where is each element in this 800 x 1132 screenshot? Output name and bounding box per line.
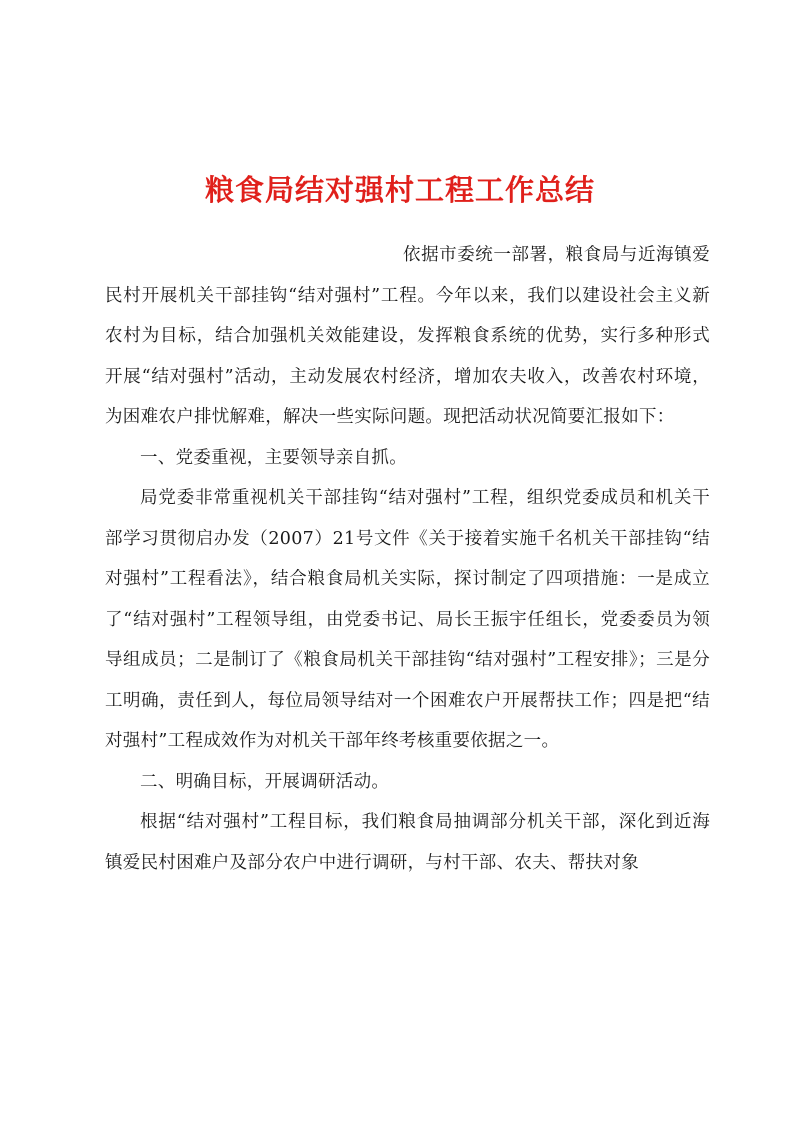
section-heading-2: 二、明确目标，开展调研活动。	[140, 771, 390, 792]
section-paragraph-1: 局党委非常重视机关干部挂钩“结对强村”工程，组织党委成员和机关干部学习贯彻启办发（2007）21号文件《关于接着实施千名机关干部挂钩“结对强村”工程看法》，结合粮食局机关实际，探讨制定了四项措施：一是成立了“结对强村”工程领导组，由党委书记、局长王振宇任组长，党委委员为领导组成员；二是制订了《粮食局机关干部挂钩“结对强村”工程安排》；三是分工明确，责任到人，每位局领导结对一个困难农户开展帮扶工作；四是把“结对强村”工程成效作为对机关干部年终考核重要依据之一。	[105, 488, 710, 751]
section-paragraph-2: 根据“结对强村”工程目标，我们粮食局抽调部分机关干部，深化到近海镇爱民村困难户及部分农户中进行调研，与村干部、农夫、帮扶对象	[105, 812, 710, 873]
section-heading-1: 一、党委重视，主要领导亲自抓。	[140, 447, 407, 468]
document-body	[105, 235, 710, 883]
document-title: 粮食局结对强村工程工作总结	[204, 173, 595, 207]
intro-paragraph: 依据市委统一部署，粮食局与近海镇爱民村开展机关干部挂钩“结对强村”工程。今年以来，我们以建设社会主义新农村为目标，结合加强机关效能建设，发挥粮食系统的优势，实行多种形式开展“结对强村”活动，主动发展农村经济，增加农夫收入，改善农村环境，为困难农户排忧解难，解决一些实际问题。现把活动状况简要汇报如下：	[105, 245, 710, 427]
